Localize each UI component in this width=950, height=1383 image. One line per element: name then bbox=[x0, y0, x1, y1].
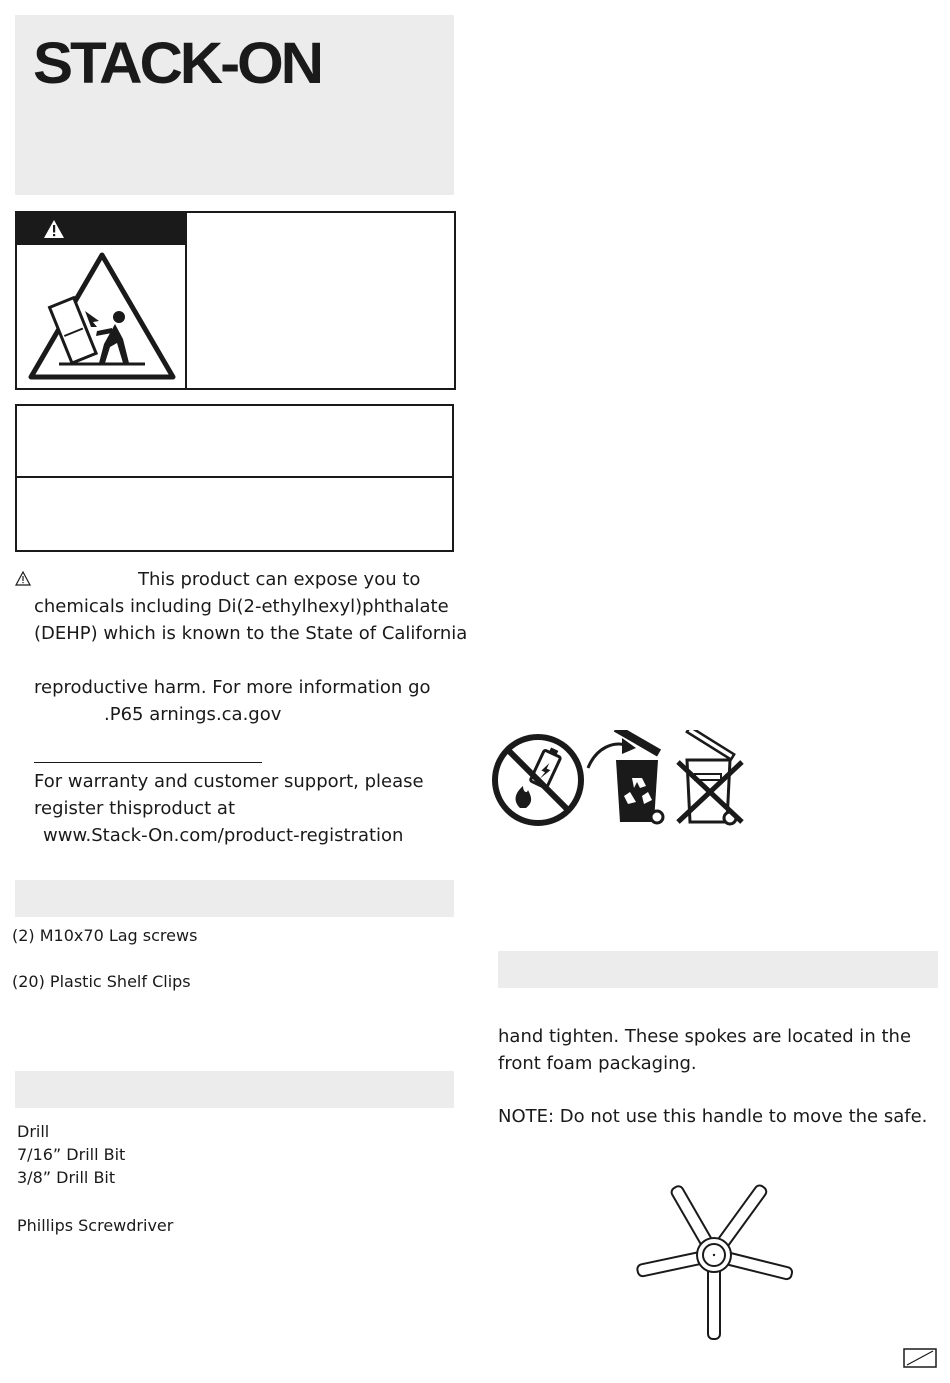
svg-text:STACK-ON: STACK-ON bbox=[33, 37, 321, 89]
section-rule bbox=[34, 762, 262, 763]
tools-item-1: Drill bbox=[17, 1122, 50, 1141]
prop65-line-4: reproductive harm. For more information go bbox=[34, 677, 431, 698]
handle-line-2: front foam packaging. bbox=[498, 1053, 697, 1074]
spoke-handle-icon bbox=[620, 1165, 810, 1345]
registration-line-1: For warranty and customer support, please bbox=[34, 771, 424, 792]
header-panel bbox=[15, 15, 454, 195]
crossed-out-bin-icon bbox=[678, 730, 742, 824]
warning-small-icon bbox=[15, 571, 31, 586]
prop65-line-2: chemicals including Di(2-ethylhexyl)phthalate bbox=[34, 596, 449, 617]
tools-item-2: 7/16” Drill Bit bbox=[17, 1145, 126, 1164]
prop65-line-5: .P65 arnings.ca.gov bbox=[104, 704, 282, 725]
warning-divider bbox=[185, 213, 187, 388]
tools-heading-bar bbox=[15, 1071, 454, 1108]
warning-triangle-icon bbox=[43, 219, 65, 239]
tools-item-4: Phillips Screwdriver bbox=[17, 1216, 174, 1235]
registration-line-2: register thisproduct at bbox=[34, 798, 236, 819]
handle-heading-bar bbox=[498, 951, 938, 988]
registration-url[interactable]: www.Stack-On.com/product-registration bbox=[43, 825, 404, 846]
stack-on-logo bbox=[33, 37, 323, 89]
warning-box bbox=[15, 211, 456, 390]
page-number-box bbox=[903, 1348, 937, 1368]
no-battery-fire-icon bbox=[495, 737, 581, 823]
prop65-line-3: (DEHP) which is known to the State of California bbox=[34, 623, 468, 644]
notice-box-top bbox=[15, 404, 454, 478]
hardware-item-2: (20) Plastic Shelf Clips bbox=[12, 972, 191, 991]
tools-item-3: 3/8” Drill Bit bbox=[17, 1168, 116, 1187]
notice-box-bottom bbox=[15, 478, 454, 552]
handle-line-1: hand tighten. These spokes are located in the bbox=[498, 1026, 912, 1047]
hardware-item-1: (2) M10x70 Lag screws bbox=[12, 926, 198, 945]
prop65-line-1: This product can expose you to bbox=[138, 569, 421, 590]
hardware-heading-bar bbox=[15, 880, 454, 917]
tip-over-hazard-icon bbox=[27, 251, 177, 381]
handle-note: NOTE: Do not use this handle to move the safe. bbox=[498, 1106, 928, 1127]
battery-disposal-graphic bbox=[490, 730, 760, 830]
warning-header bbox=[17, 213, 185, 245]
